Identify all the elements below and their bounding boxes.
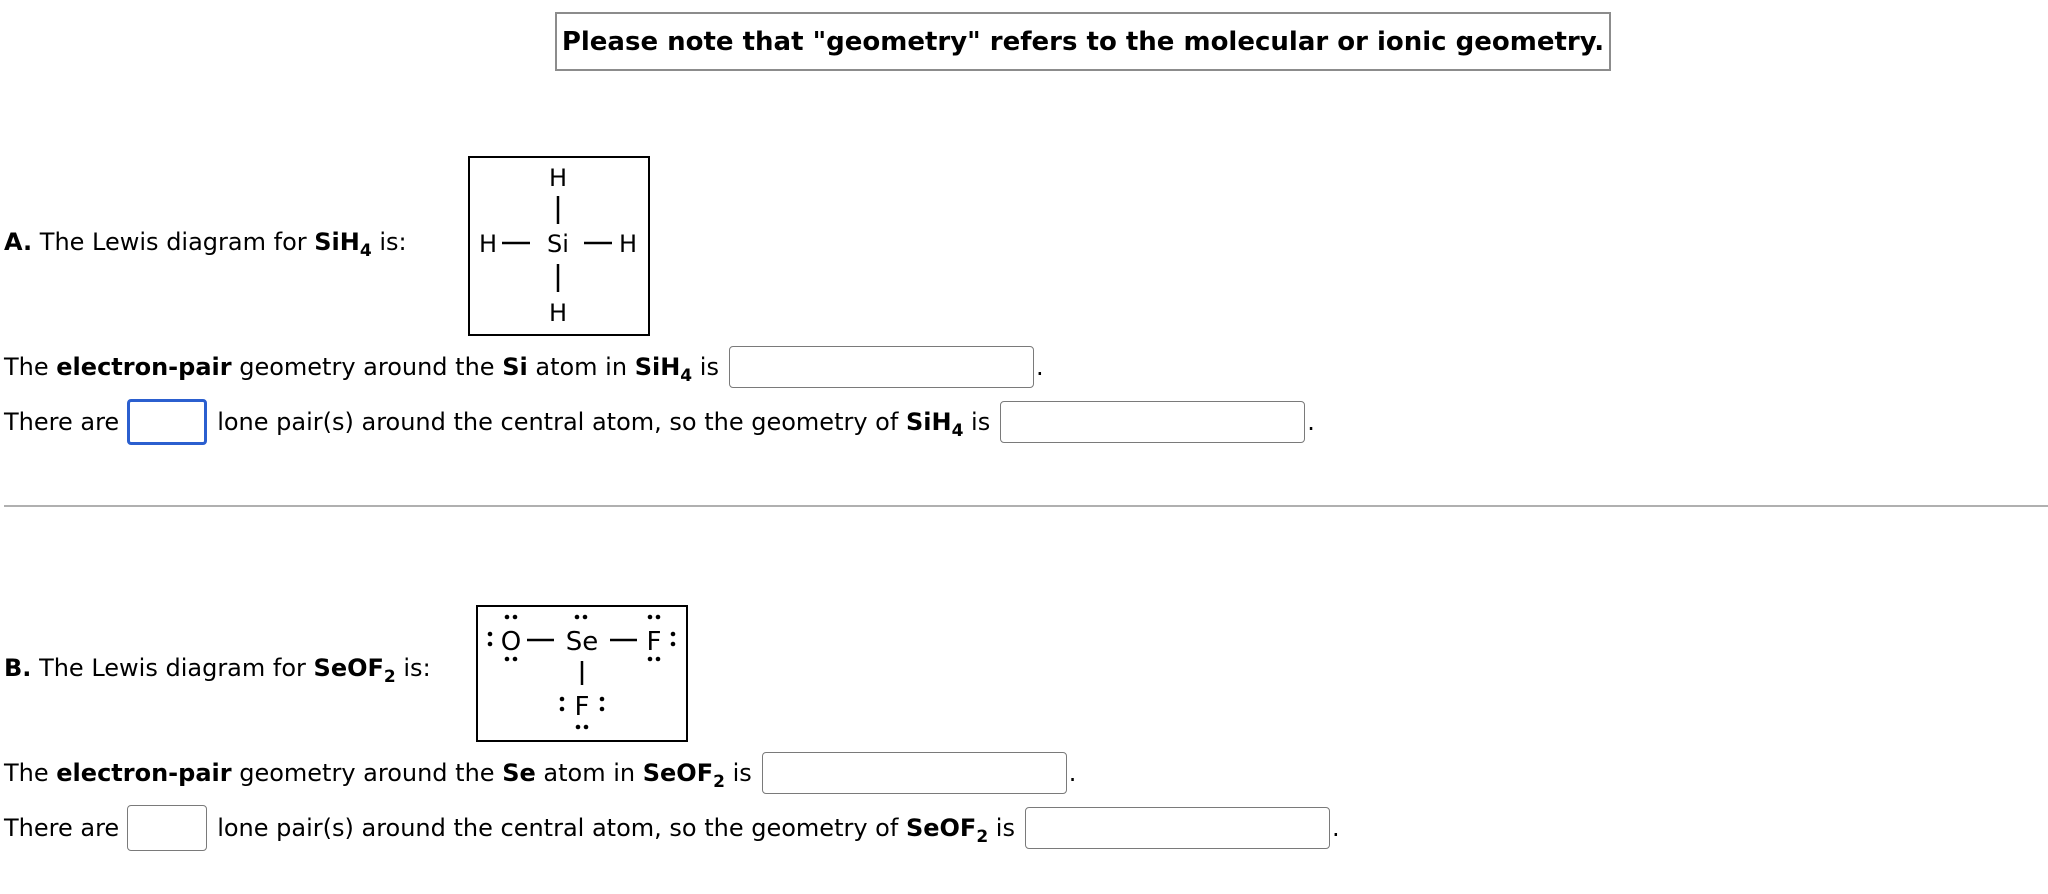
sih4-atom-center: Si: [547, 230, 569, 258]
seof2-atom-fluorine-bottom: F: [574, 692, 590, 722]
part-b-question-1: The electron-pair geometry around the Se atom in SeOF$_2$ is .: [4, 750, 1076, 796]
lewis-diagram-seof2: [476, 605, 688, 742]
seof2-lone-pairs-input[interactable]: [127, 805, 207, 851]
sih4-molecular-geometry-input[interactable]: [1000, 401, 1305, 443]
part-a-intro-text: The Lewis diagram for: [39, 228, 307, 256]
lewis-diagram-sih4-svg: [470, 158, 648, 334]
seof2-electron-pair-geometry-input[interactable]: [762, 752, 1067, 794]
sih4-atom-left: H: [478, 230, 498, 258]
selenium-lone-pair: [575, 615, 588, 620]
lewis-diagram-seof2-svg: [478, 607, 686, 740]
part-b-question-2: There are lone pair(s) around the central atom, so the geometry of SeOF$_2$ is .: [4, 805, 1340, 851]
sih4-lone-pairs-input[interactable]: [127, 399, 207, 445]
seof2-molecular-geometry-input[interactable]: [1025, 807, 1330, 849]
seof2-atom-selenium: Se: [565, 627, 599, 657]
sih4-atom-bottom: H: [548, 299, 568, 327]
part-a-question-1: The electron-pair geometry around the Si atom in SiH$_4$ is .: [4, 344, 1044, 390]
sih4-atom-top: H: [548, 164, 568, 192]
part-b-intro-text: The Lewis diagram for: [39, 654, 306, 682]
part-b-formula: SeOF$_2$: [313, 654, 396, 687]
part-b-letter: B.: [4, 654, 32, 682]
part-a-question-2: There are lone pair(s) around the central atom, so the geometry of SiH$_4$ is .: [4, 399, 1315, 445]
sih4-atom-right: H: [618, 230, 638, 258]
seof2-atom-oxygen: O: [500, 627, 522, 657]
geometry-note: Please note that "geometry" refers to the molecular or ionic geometry.: [555, 12, 1611, 71]
part-a-intro: A. The Lewis diagram for SiH$_4$ is:: [4, 228, 407, 261]
sih4-electron-pair-geometry-input[interactable]: [729, 346, 1034, 388]
part-a-formula: SiH$_4$: [314, 228, 372, 261]
part-a-letter: A.: [4, 228, 33, 256]
part-b-intro: B. The Lewis diagram for SeOF$_2$ is:: [4, 654, 431, 687]
seof2-atom-fluorine-right: F: [646, 627, 662, 657]
lewis-diagram-sih4: [468, 156, 650, 336]
section-divider: [4, 505, 2048, 507]
